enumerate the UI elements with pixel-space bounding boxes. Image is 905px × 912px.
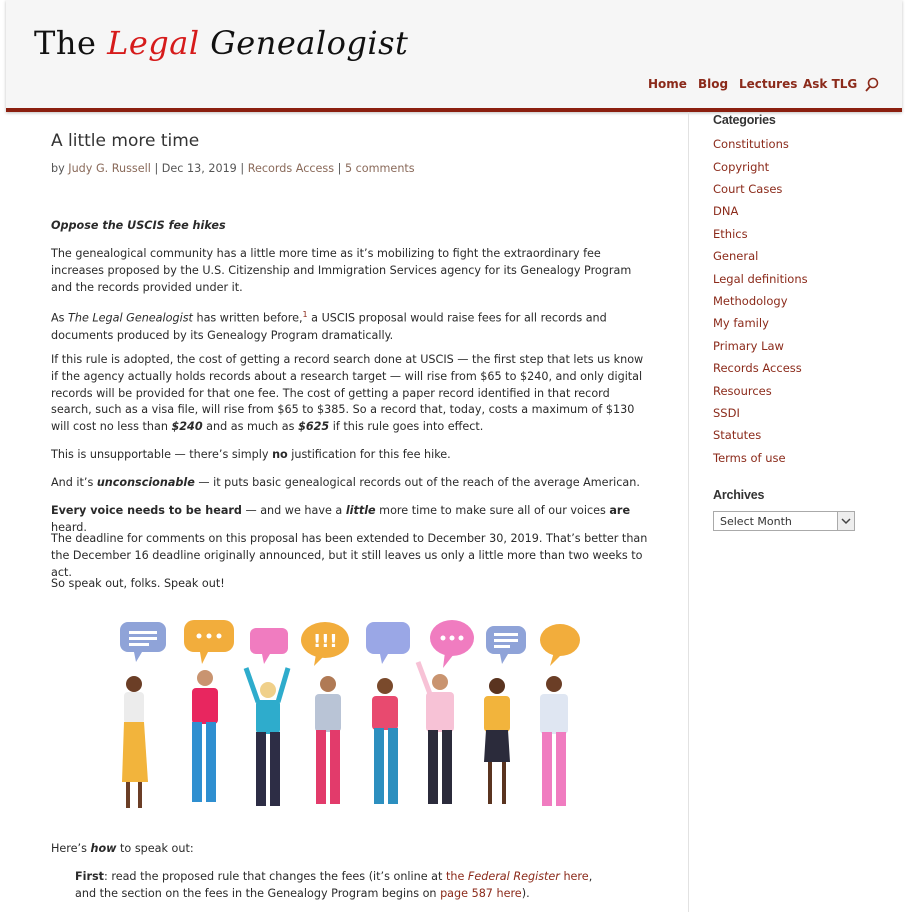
svg-text:!!!: !!! <box>313 631 338 652</box>
logo-legal: Legal <box>107 24 200 62</box>
category-link[interactable]: Court Cases <box>713 182 783 196</box>
paragraph: The genealogical community has a little more time as it’s mobilizing to fight the extraordinary fee increases proposed by the U.S. Citizenship and Immigration Services agency for its Genealogy Program and the records provided under it. <box>51 247 632 294</box>
speech-bubble-icon <box>184 620 234 664</box>
speech-bubble-icon <box>430 620 474 668</box>
logo-the: The <box>34 24 97 62</box>
archives-select-value: Select Month <box>720 515 792 528</box>
paragraph: And it’s unconscionable — it puts basic genealogical records out of the reach of the average American. <box>51 476 640 489</box>
post-meta <box>51 162 415 175</box>
main-nav <box>6 77 902 97</box>
nav-lectures[interactable]: Lectures <box>739 77 798 91</box>
post-subheading: Oppose the USCIS fee hikes <box>51 219 226 232</box>
footnote-link[interactable]: 1 <box>302 310 308 319</box>
meta-category-link[interactable]: Records Access <box>247 162 335 175</box>
paragraph: This is unsupportable — there’s simply no justification for this fee hike. <box>51 448 451 461</box>
category-link[interactable]: Constitutions <box>713 137 789 151</box>
meta-by: by <box>51 162 65 175</box>
nav-blog[interactable]: Blog <box>698 77 729 91</box>
category-link[interactable]: Records Access <box>713 361 802 375</box>
paragraph: If this rule is adopted, the cost of getting a record search done at USCIS — the first step that lets us know if the agency actually holds records about a research target — will rise from $65 to $240, and only digital records will be provided for that one fee. The cost of getting a paper record identified in that record search, such as a visa file, will rise from $65 to $385. So a record that, today, costs a maximum of $130 will cost no less than $240 and as much as $625 if this rule goes into effect. <box>51 353 644 434</box>
meta-author-link[interactable]: Judy G. Russell <box>68 162 151 175</box>
categories-heading: Categories <box>713 113 776 127</box>
crowd-illustration <box>110 612 590 817</box>
meta-sep: | <box>240 162 245 175</box>
category-link[interactable]: Methodology <box>713 294 788 308</box>
post-title[interactable]: A little more time <box>51 131 200 151</box>
archives-select[interactable] <box>713 511 855 531</box>
site-logo[interactable] <box>34 24 408 62</box>
category-link[interactable]: My family <box>713 316 769 330</box>
meta-comments-link[interactable]: 5 comments <box>344 162 415 175</box>
people-group <box>122 662 568 808</box>
meta-date: Dec 13, 2019 <box>161 162 237 175</box>
archives-heading: Archives <box>713 488 765 502</box>
paragraph: Every voice needs to be heard — and we have a little more time to make sure all of our voices are heard. <box>51 504 631 534</box>
federal-register-link[interactable]: the Federal Register here <box>445 870 589 883</box>
category-link[interactable]: Terms of use <box>713 451 786 465</box>
column-divider <box>688 112 689 912</box>
category-link[interactable]: Legal definitions <box>713 272 808 286</box>
speech-bubble-icon <box>250 628 288 664</box>
paragraph-indented: First: read the proposed rule that changes the fees (it’s online at the Federal Register here, and the section on the fees in the Genealogy Program begins on page 587 here). <box>75 870 593 900</box>
search-icon[interactable] <box>864 77 880 93</box>
speech-bubble-icon <box>120 622 166 662</box>
paragraph: Here’s how to speak out: <box>51 842 194 855</box>
category-link[interactable]: DNA <box>713 204 739 218</box>
paragraph: So speak out, folks. Speak out! <box>51 577 225 590</box>
speech-bubble-icon <box>540 624 580 666</box>
logo-genealogist: Genealogist <box>210 24 409 62</box>
category-link[interactable]: SSDI <box>713 406 740 420</box>
page-587-link[interactable]: page 587 here <box>440 886 522 900</box>
site-header <box>6 0 902 112</box>
chevron-down-icon[interactable] <box>837 512 854 530</box>
paragraph: As The Legal Genealogist has written before,$^1$ a USCIS proposal would raise fees for all records and documents produced by its Genealogy Program dramatically. <box>51 310 607 342</box>
category-link[interactable]: Ethics <box>713 227 748 241</box>
nav-ask-tlg[interactable]: Ask TLG <box>803 77 858 91</box>
paragraph: The deadline for comments on this proposal has been extended to December 30, 2019. That’s better than the December 16 deadline originally announced, but it still leaves us only a little more than two weeks to act. <box>51 532 648 579</box>
meta-sep: | <box>337 162 342 175</box>
category-link[interactable]: General <box>713 249 759 263</box>
speech-bubble-icon <box>366 622 410 664</box>
meta-sep: | <box>154 162 159 175</box>
speech-bubble-icon <box>301 622 349 666</box>
category-link[interactable]: Copyright <box>713 160 770 174</box>
nav-home[interactable]: Home <box>648 77 687 91</box>
category-link[interactable]: Statutes <box>713 428 762 442</box>
category-link[interactable]: Primary Law <box>713 339 784 353</box>
category-link[interactable]: Resources <box>713 384 772 398</box>
speech-bubble-icon <box>486 626 526 664</box>
